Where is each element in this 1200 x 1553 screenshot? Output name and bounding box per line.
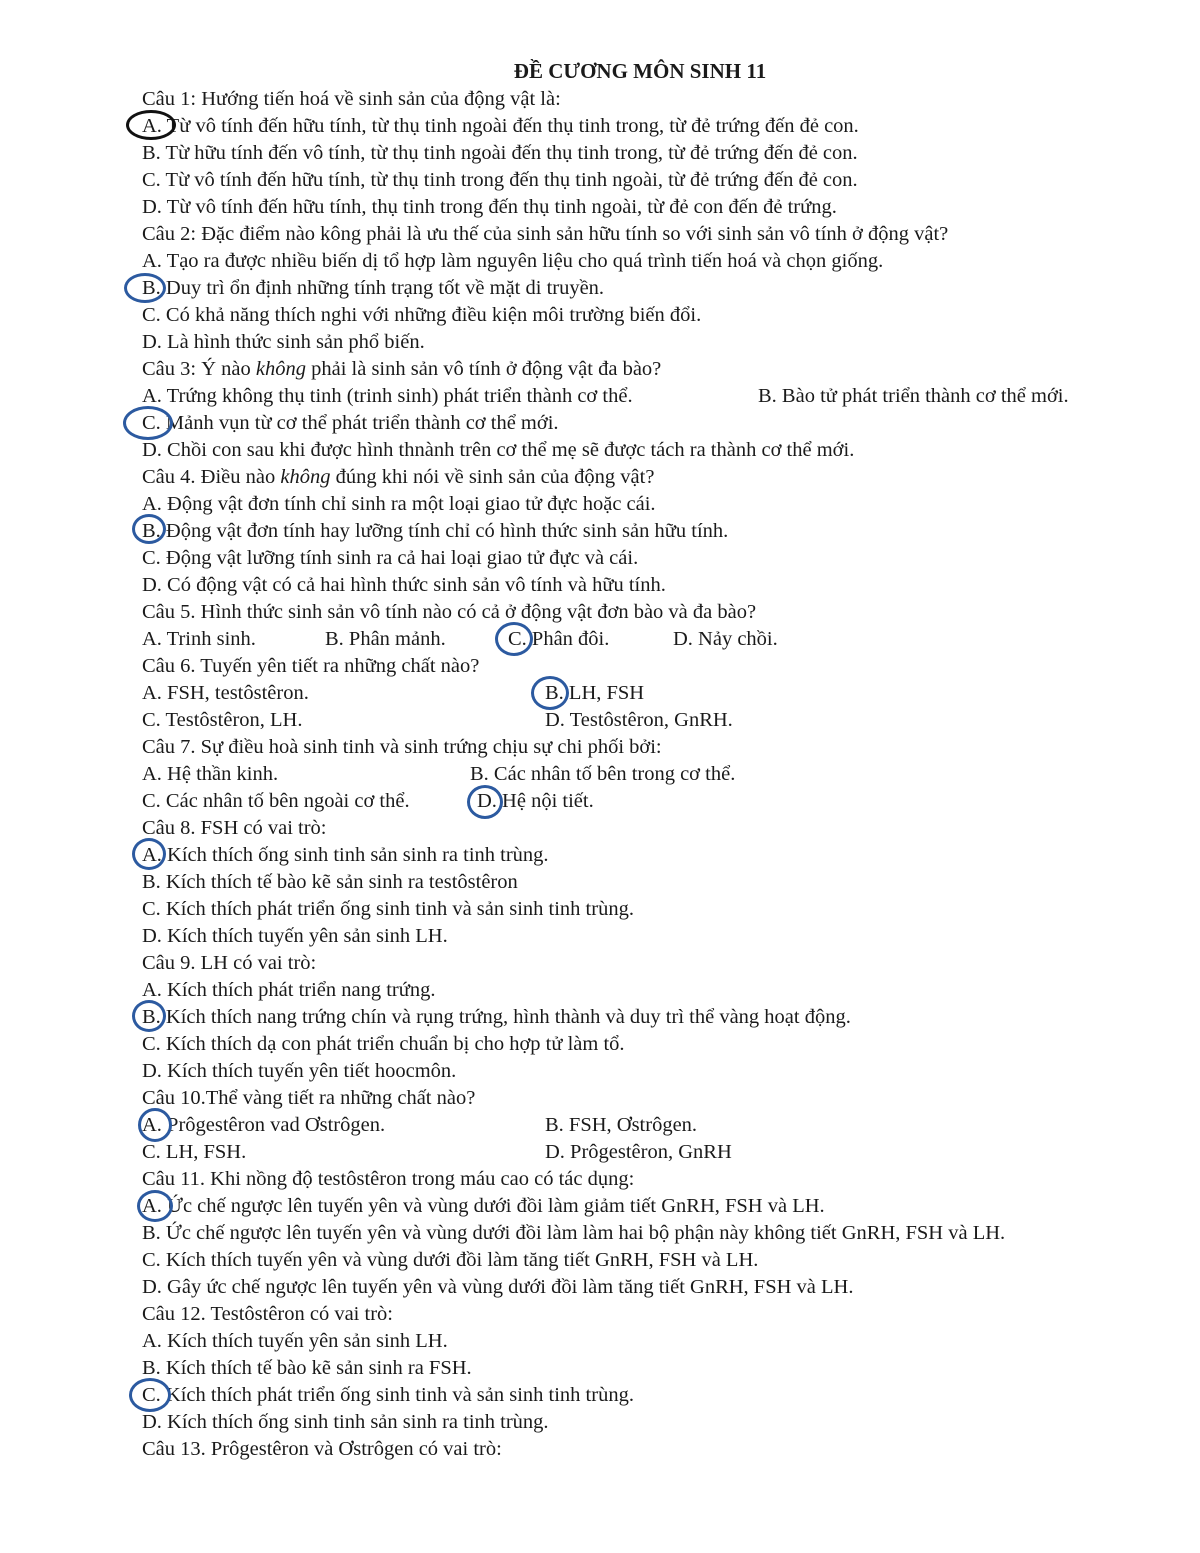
question-6-options-cd <box>142 707 842 733</box>
question-5-options <box>142 626 842 652</box>
question-2-option-c: C. Có khả năng thích nghi với những điều kiện môi trường biến đổi. <box>142 304 702 326</box>
question-9-option-c: C. Kích thích dạ con phát triển chuẩn bị cho hợp tử làm tổ. <box>142 1033 625 1055</box>
question-12-option-d: D. Kích thích ống sinh tinh sản sinh ra tinh trùng. <box>142 1411 549 1433</box>
question-13-stem: Câu 13. Prôgestêron và Ơstrôgen có vai trò: <box>142 1438 502 1460</box>
question-6-stem: Câu 6. Tuyến yên tiết ra những chất nào? <box>142 655 480 677</box>
question-4-option-c: C. Động vật lưỡng tính sinh ra cả hai loại giao tử đực và cái. <box>142 547 639 569</box>
question-6-options-ab <box>142 680 842 706</box>
question-2-option-b: B. Duy trì ổn định những tính trạng tốt về mặt di truyền. <box>142 277 605 299</box>
question-11-option-d: D. Gây ức chế ngược lên tuyến yên và vùng dưới đồi làm tăng tiết GnRH, FSH và LH. <box>142 1276 854 1298</box>
question-4-option-d: D. Có động vật có cả hai hình thức sinh sản vô tính và hữu tính. <box>142 574 666 596</box>
question-3-option-a: A. Trứng không thụ tinh (trinh sinh) phát triển thành cơ thể. <box>142 385 633 407</box>
question-3-stem-pre: Câu 3: Ý nào <box>142 358 256 380</box>
question-9-option-d: D. Kích thích tuyến yên tiết hoocmôn. <box>142 1060 457 1082</box>
question-8-option-c: C. Kích thích phát triển ống sinh tinh và sản sinh tinh trùng. <box>142 898 634 920</box>
question-7-options-cd <box>142 788 842 814</box>
question-10-options-ab <box>142 1112 842 1138</box>
question-10-option-b: B. FSH, Ơstrôgen. <box>545 1114 698 1136</box>
question-6-option-b: B. LH, FSH <box>545 682 645 704</box>
question-7-options-ab <box>142 761 842 787</box>
question-7-option-c: C. Các nhân tố bên ngoài cơ thể. <box>142 790 410 812</box>
question-12-stem: Câu 12. Testôstêron có vai trò: <box>142 1303 393 1325</box>
question-1-option-c: C. Từ vô tính đến hữu tính, từ thụ tinh trong đến thụ tinh ngoài, từ đẻ trứng đến đẻ con. <box>142 169 858 191</box>
question-12-option-c: C. Kích thích phát triển ống sinh tinh và sản sinh tinh trùng. <box>142 1384 634 1406</box>
question-2-stem: Câu 2: Đặc điểm nào kông phải là ưu thế của sinh sản hữu tính so với sinh sản vô tính ở động vật? <box>142 223 949 245</box>
question-10-option-a: A. Prôgestêron vad Ơstrôgen. <box>142 1114 386 1136</box>
question-3-option-c: C. Mảnh vụn từ cơ thể phát triển thành cơ thể mới. <box>142 412 559 434</box>
question-12-option-b: B. Kích thích tế bào kẽ sản sinh ra FSH. <box>142 1357 472 1379</box>
question-6-option-a: A. FSH, testôstêron. <box>142 682 309 704</box>
question-6-option-d: D. Testôstêron, GnRH. <box>545 709 733 731</box>
question-4-stem-pre: Câu 4. Điều nào <box>142 466 281 488</box>
question-3-stem-post: phải là sinh sản vô tính ở động vật đa bào? <box>305 358 662 380</box>
question-5-option-b: B. Phân mảnh. <box>325 628 446 650</box>
question-7-stem: Câu 7. Sự điều hoà sinh tinh và sinh trứng chịu sự chi phối bởi: <box>142 736 662 758</box>
question-2-option-d: D. Là hình thức sinh sản phổ biến. <box>142 331 425 353</box>
question-10-option-c: C. LH, FSH. <box>142 1141 247 1163</box>
question-6-option-c: C. Testôstêron, LH. <box>142 709 303 731</box>
question-1-option-a: A. Từ vô tính đến hữu tính, từ thụ tinh ngoài đến thụ tinh trong, từ đẻ trứng đến đẻ con. <box>142 115 859 137</box>
question-5-option-d: D. Nảy chồi. <box>673 628 778 650</box>
question-9-stem: Câu 9. LH có vai trò: <box>142 952 317 974</box>
question-3-option-b: B. Bào tử phát triển thành cơ thể mới. <box>758 385 1069 407</box>
question-4-stem-post: đúng khi nói về sinh sản của động vật? <box>330 466 655 488</box>
question-10-option-d: D. Prôgestêron, GnRH <box>545 1141 732 1163</box>
question-7-option-b: B. Các nhân tố bên trong cơ thể. <box>470 763 736 785</box>
question-1-option-d: D. Từ vô tính đến hữu tính, thụ tinh trong đến thụ tinh ngoài, từ đẻ con đến đẻ trứng. <box>142 196 837 218</box>
question-8-stem: Câu 8. FSH có vai trò: <box>142 817 327 839</box>
question-8-option-b: B. Kích thích tế bào kẽ sản sinh ra testôstêron <box>142 871 518 893</box>
question-3-stem <box>142 356 661 382</box>
question-4-stem <box>142 464 654 490</box>
question-4-stem-emphasis: không <box>280 466 331 488</box>
question-5-option-a: A. Trinh sinh. <box>142 628 256 650</box>
question-3-options-ab <box>142 383 1069 409</box>
question-11-stem: Câu 11. Khi nồng độ testôstêron trong máu cao có tác dụng: <box>142 1168 635 1190</box>
question-10-stem: Câu 10.Thể vàng tiết ra những chất nào? <box>142 1087 476 1109</box>
question-8-option-a: A. Kích thích ống sinh tinh sản sinh ra tinh trùng. <box>142 844 549 866</box>
question-5-option-c: C. Phân đôi. <box>508 628 610 650</box>
question-10-options-cd <box>142 1139 842 1165</box>
question-2-option-a: A. Tạo ra được nhiều biến dị tổ hợp làm nguyên liệu cho quá trình tiến hoá và chọn giống. <box>142 250 884 272</box>
question-4-option-a: A. Động vật đơn tính chỉ sinh ra một loại giao tử đực hoặc cái. <box>142 493 656 515</box>
question-5-stem: Câu 5. Hình thức sinh sản vô tính nào có cả ở động vật đơn bào và đa bào? <box>142 601 757 623</box>
question-1-stem: Câu 1: Hướng tiến hoá về sinh sản của động vật là: <box>142 88 561 110</box>
question-7-option-d: D. Hệ nội tiết. <box>477 790 594 812</box>
question-8-option-d: D. Kích thích tuyến yên sản sinh LH. <box>142 925 448 947</box>
question-11-option-a: A. Ức chế ngược lên tuyến yên và vùng dưới đồi làm giảm tiết GnRH, FSH và LH. <box>142 1195 825 1217</box>
question-3-option-d: D. Chồi con sau khi được hình thnành trên cơ thể mẹ sẽ được tách ra thành cơ thể mới. <box>142 439 855 461</box>
question-3-stem-emphasis: không <box>255 358 306 380</box>
question-1-option-b: B. Từ hữu tính đến vô tính, từ thụ tinh ngoài đến thụ tinh trong, từ đẻ trứng đến đẻ con. <box>142 142 858 164</box>
question-11-option-c: C. Kích thích tuyến yên và vùng dưới đồi làm tăng tiết GnRH, FSH và LH. <box>142 1249 759 1271</box>
question-9-option-a: A. Kích thích phát triển nang trứng. <box>142 979 436 1001</box>
question-12-option-a: A. Kích thích tuyến yên sản sinh LH. <box>142 1330 448 1352</box>
question-4-option-b: B. Động vật đơn tính hay lưỡng tính chỉ có hình thức sinh sản hữu tính. <box>142 520 729 542</box>
question-7-option-a: A. Hệ thần kinh. <box>142 763 279 785</box>
question-9-option-b: B. Kích thích nang trứng chín và rụng trứng, hình thành và duy trì thể vàng hoạt động. <box>142 1006 851 1028</box>
document-title: ĐỀ CƯƠNG MÔN SINH 11 <box>513 59 767 83</box>
question-11-option-b: B. Ức chế ngược lên tuyến yên và vùng dưới đồi làm làm hai bộ phận này không tiết GnRH, FSH và LH. <box>142 1222 1006 1244</box>
